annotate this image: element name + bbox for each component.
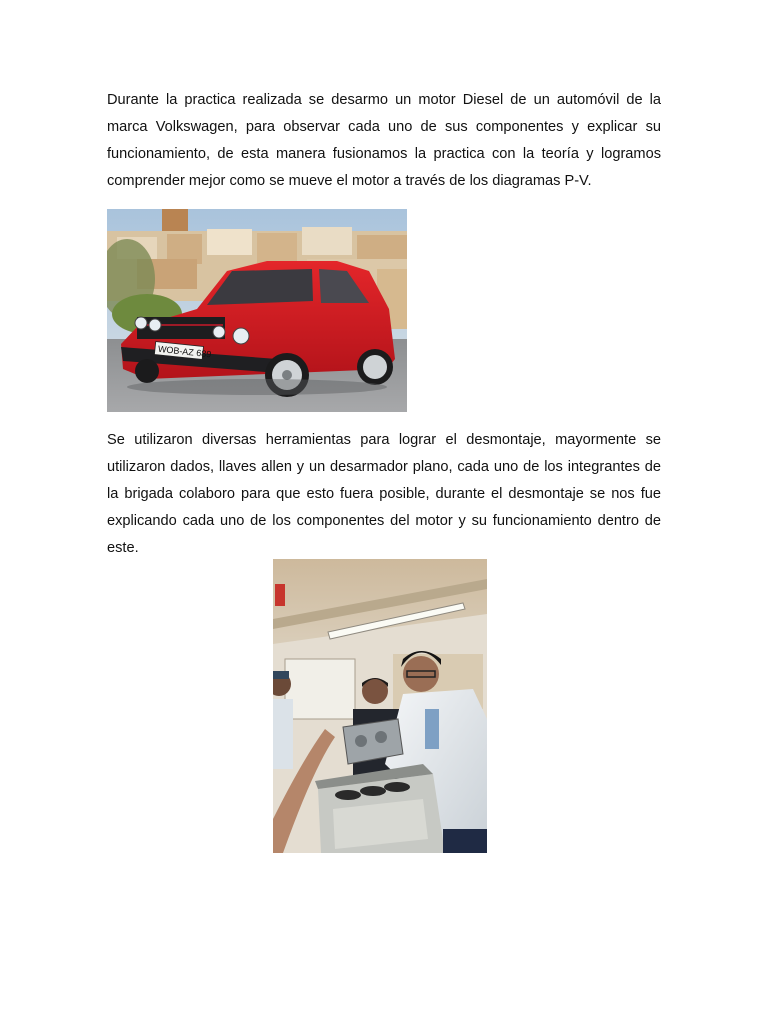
paragraph-intro: Durante la practica realizada se desarmo un motor Diesel de un automóvil de la marca Volkswagen, para observar cada uno de sus componentes y explicar su funcionamiento, de esta manera fusionamos la practica con la teoría y logramos comprender mejor como se mueve el motor a través de los diagramas P-V.	[107, 92, 661, 189]
paragraph-tools: Se utilizaron diversas herramientas para lograr el desmontaje, mayormente se utilizaron dados, llaves allen y un desarmador plano, cada uno de los integrantes de la brigada colaboro para que esto fuera posible, durante el desmontaje se nos fue explicando cada uno de los componentes del motor y su funcionamiento dentro de este.	[107, 432, 661, 556]
car-photo-illustration	[107, 209, 407, 412]
license-plate-text: WOB-AZ 689	[157, 343, 212, 360]
car-photo	[107, 209, 407, 412]
lab-photo-illustration	[273, 559, 487, 853]
lab-photo	[273, 559, 487, 853]
